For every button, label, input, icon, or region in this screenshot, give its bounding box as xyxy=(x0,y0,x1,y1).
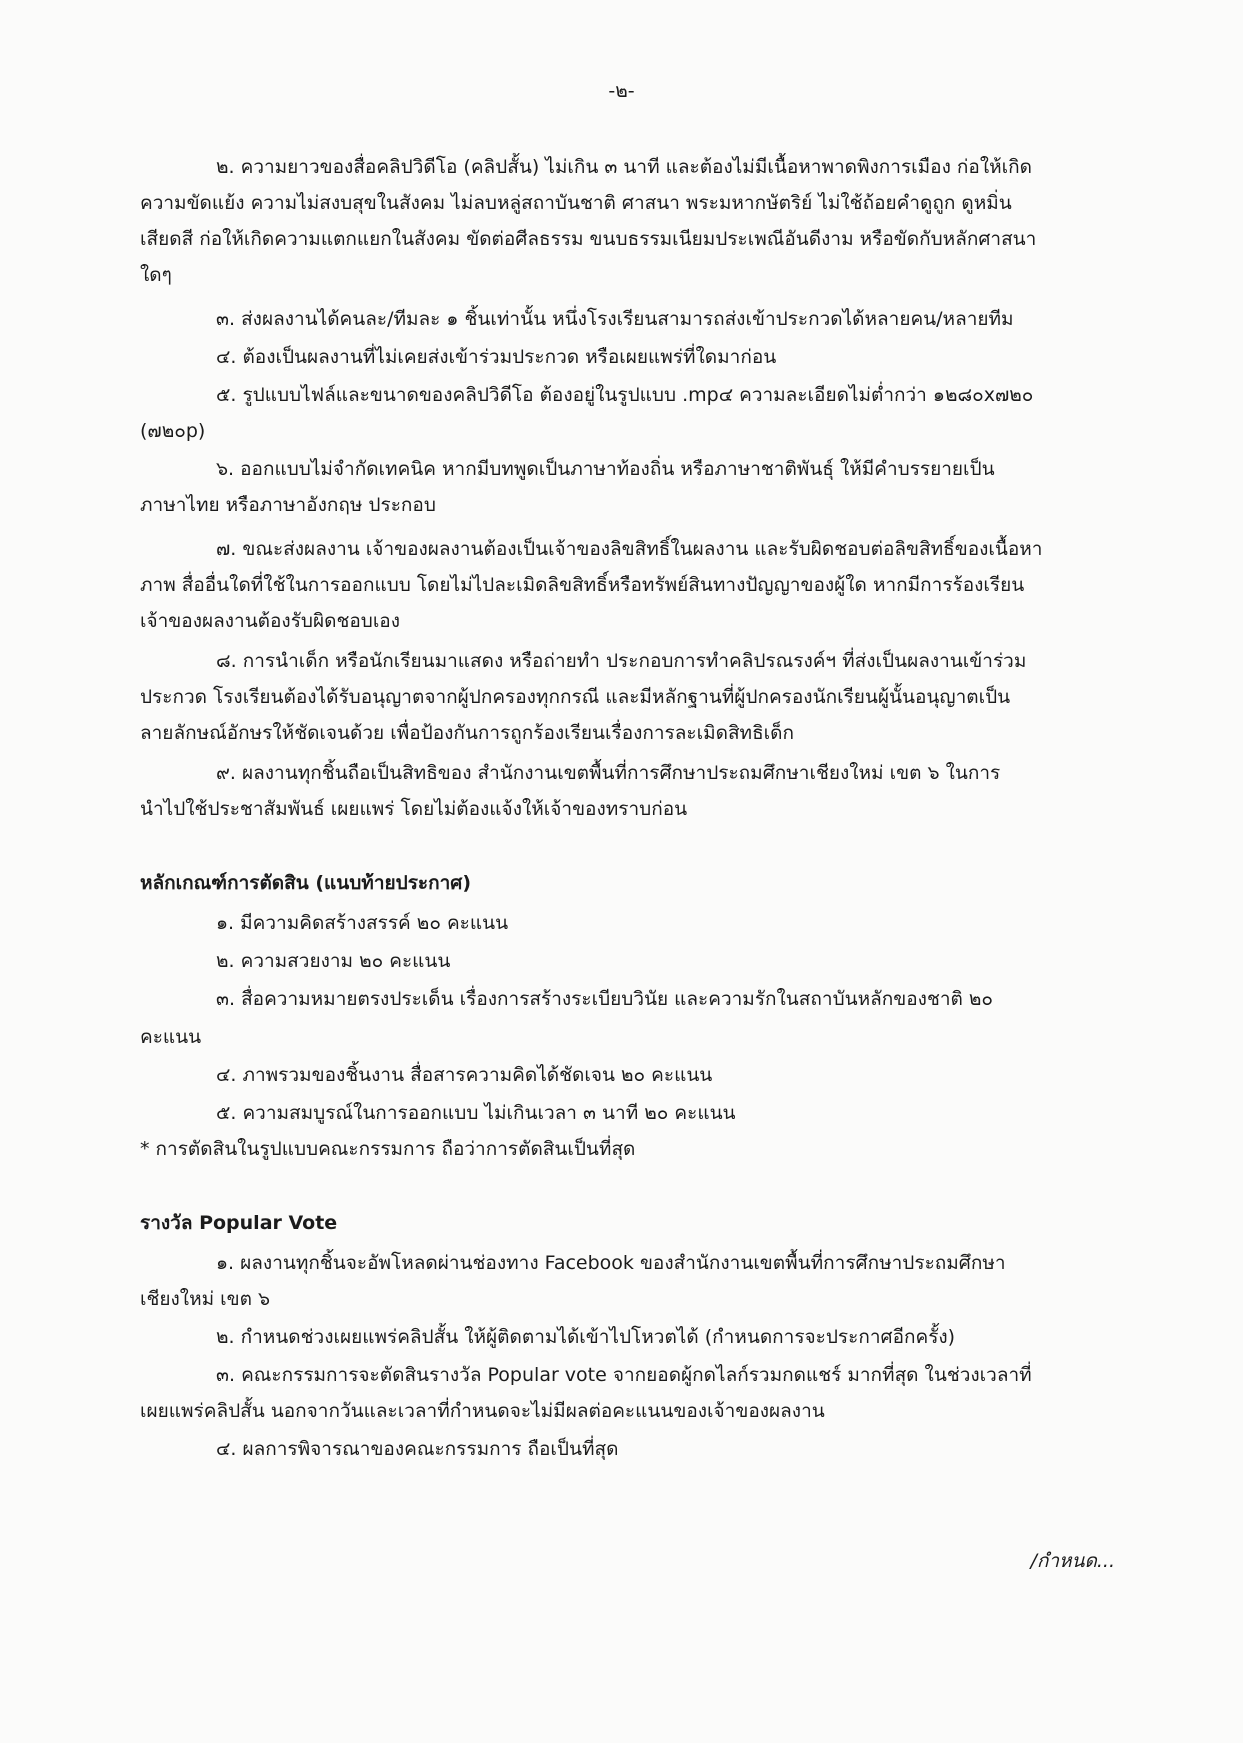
condition-9-line-1: ๙. ผลงานทุกชิ้นถือเป็นสิทธิของ สำนักงานเขตพื้นที่การศึกษาประถมศึกษาเชียงใหม่ เขต ๖ ในการ xyxy=(216,762,1001,784)
criteria-item-1: ๑. มีความคิดสร้างสรรค์ ๒๐ คะแนน xyxy=(216,912,509,934)
condition-6-line-2: ภาษาไทย หรือภาษาอังกฤษ ประกอบ xyxy=(140,494,436,516)
criteria-heading: หลักเกณฑ์การตัดสิน (แนบท้ายประกาศ) xyxy=(140,872,472,894)
condition-8-line-1: ๘. การนำเด็ก หรือนักเรียนมาแสดง หรือถ่ายทำ ประกอบการทำคลิปรณรงค์ฯ ที่ส่งเป็นผลงานเข้าร่วม xyxy=(216,650,1027,672)
criteria-item-4: ๔. ภาพรวมของชิ้นงาน สื่อสารความคิดได้ชัดเจน ๒๐ คะแนน xyxy=(216,1064,713,1086)
criteria-item-2: ๒. ความสวยงาม ๒๐ คะแนน xyxy=(216,950,451,972)
criteria-note: * การตัดสินในรูปแบบคณะกรรมการ ถือว่าการตัดสินเป็นที่สุด xyxy=(140,1138,636,1160)
condition-6-line-1: ๖. ออกแบบไม่จำกัดเทคนิค หากมีบทพูดเป็นภาษาท้องถิ่น หรือภาษาชาติพันธุ์ ให้มีคำบรรยายเป็น xyxy=(216,458,995,480)
popular-vote-item-2: ๒. กำหนดช่วงเผยแพร่คลิปสั้น ให้ผู้ติดตามได้เข้าไปโหวตได้ (กำหนดการจะประกาศอีกครั้ง) xyxy=(216,1326,956,1348)
condition-9-line-2: นำไปใช้ประชาสัมพันธ์ เผยแพร่ โดยไม่ต้องแจ้งให้เจ้าของทราบก่อน xyxy=(140,798,688,820)
popular-vote-item-1: ๑. ผลงานทุกชิ้นจะอัพโหลดผ่านช่องทาง Facebook ของสำนักงานเขตพื้นที่การศึกษาประถมศึกษา xyxy=(216,1252,1006,1274)
popular-vote-item-4: ๔. ผลการพิจารณาของคณะกรรมการ ถือเป็นที่สุด xyxy=(216,1438,619,1460)
condition-7-line-1: ๗. ขณะส่งผลงาน เจ้าของผลงานต้องเป็นเจ้าของลิขสิทธิ์ในผลงาน และรับผิดชอบต่อลิขสิทธิ์ของเนื้อหา xyxy=(216,538,1043,560)
condition-2-line-2: ความขัดแย้ง ความไม่สงบสุขในสังคม ไม่ลบหลู่สถาบันชาติ ศาสนา พระมหากษัตริย์ ไม่ใช้ถ้อยคำดูถูก ดูหมิ่น xyxy=(140,192,1012,214)
criteria-item-3-cont: คะแนน xyxy=(140,1026,202,1048)
condition-2-line-1: ๒. ความยาวของสื่อคลิปวิดีโอ (คลิปสั้น) ไม่เกิน ๓ นาที และต้องไม่มีเนื้อหาพาดพิงการเมือง ก่อให้เกิด xyxy=(216,156,1032,178)
popular-vote-item-3: ๓. คณะกรรมการจะตัดสินรางวัล Popular vote จากยอดผู้กดไลก์รวมกดแชร์ มากที่สุด ในช่วงเวลาที่ xyxy=(216,1364,1032,1386)
condition-7-line-3: เจ้าของผลงานต้องรับผิดชอบเอง xyxy=(140,610,400,632)
condition-5-line-1: ๕. รูปแบบไฟล์และขนาดของคลิปวิดีโอ ต้องอยู่ในรูปแบบ .mp๔ ความละเอียดไม่ต่ำกว่า ๑๒๘๐x๗๒๐ xyxy=(216,384,1034,406)
condition-5-line-2: (๗๒๐p) xyxy=(140,420,206,442)
condition-2-line-3: เสียดสี ก่อให้เกิดความแตกแยกในสังคม ขัดต่อศีลธรรม ขนบธรรมเนียมประเพณีอันดีงาม หรือขัดกับหลักศาสนา xyxy=(140,228,1037,250)
condition-4-line-1: ๔. ต้องเป็นผลงานที่ไม่เคยส่งเข้าร่วมประกวด หรือเผยแพร่ที่ใดมาก่อน xyxy=(216,346,777,368)
popular-vote-item-3-cont: เผยแพร่คลิปสั้น นอกจากวันและเวลาที่กำหนดจะไม่มีผลต่อคะแนนของเจ้าของผลงาน xyxy=(140,1400,825,1422)
condition-8-line-3: ลายลักษณ์อักษรให้ชัดเจนด้วย เพื่อป้องกันการถูกร้องเรียนเรื่องการละเมิดสิทธิเด็ก xyxy=(140,722,795,744)
popular-vote-heading: รางวัล Popular Vote xyxy=(140,1212,338,1234)
condition-7-line-2: ภาพ สื่ออื่นใดที่ใช้ในการออกแบบ โดยไม่ไปละเมิดลิขสิทธิ์หรือทรัพย์สินทางปัญญาของผู้ใด หากมีการร้องเรียน xyxy=(140,574,1025,596)
condition-3-line-1: ๓. ส่งผลงานได้คนละ/ทีมละ ๑ ชิ้นเท่านั้น หนึ่งโรงเรียนสามารถส่งเข้าประกวดได้หลายคน/หลายทีม xyxy=(216,308,1014,330)
condition-8-line-2: ประกวด โรงเรียนต้องได้รับอนุญาตจากผู้ปกครองทุกกรณี และมีหลักฐานที่ผู้ปกครองนักเรียนผู้นั้นอนุญาตเป็น xyxy=(140,686,1011,708)
page-number: -๒- xyxy=(608,80,635,102)
criteria-item-3: ๓. สื่อความหมายตรงประเด็น เรื่องการสร้างระเบียบวินัย และความรักในสถาบันหลักของชาติ ๒๐ xyxy=(216,988,994,1010)
condition-2-line-4: ใดๆ xyxy=(140,264,172,286)
popular-vote-item-1-cont: เชียงใหม่ เขต ๖ xyxy=(140,1288,271,1310)
criteria-item-5: ๕. ความสมบูรณ์ในการออกแบบ ไม่เกินเวลา ๓ นาที ๒๐ คะแนน xyxy=(216,1102,736,1124)
continuation-note: /กำหนด... xyxy=(1030,1550,1115,1572)
